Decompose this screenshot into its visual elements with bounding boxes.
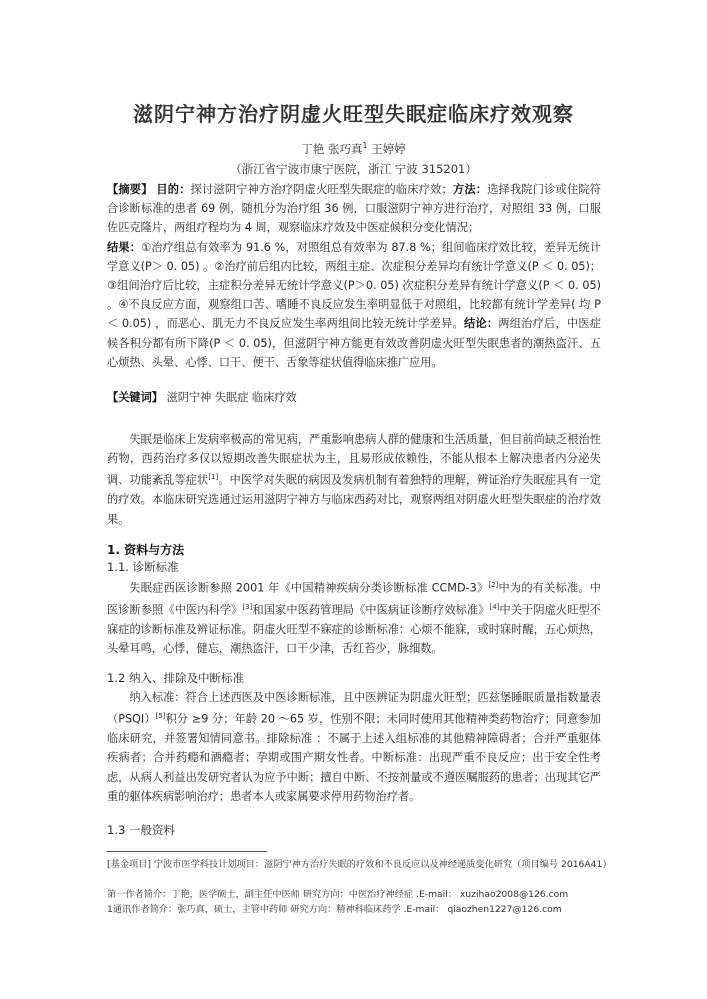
author-names: 丁艳 张巧真 (301, 142, 363, 156)
author-superscript: 1 (362, 141, 368, 151)
keywords-label: 【关键词】 (107, 391, 163, 404)
author-names-2: 王婷婷 (367, 142, 406, 156)
diag-text-c: 和国家中医药管理局《中医病证诊断疗效标准》 (252, 603, 490, 617)
intro-text-2: 。中医学对失眠的病因及发病机制有着独特的理解，辨证治疗失眠症具有一定的疗效。本临床研究选通过运用滋阴宁神方与临床西药对比，观察两组对阴虚火旺型失眠症的治疗效果。 (107, 474, 601, 526)
diagnosis-paragraph (107, 576, 601, 658)
affiliation: （浙江省宁波市康宁医院，浙江 宁波 315201） (230, 162, 477, 176)
method-text: 选择我院门诊或住院符合诊断标准的患者 69 例，随机分为治疗组 36 例，口服滋阴宁神方进行治疗，对照组 33 例，口服佐匹克隆片，两组疗程均为 4 周，观察临床疗效及中医症候积分变化情况； (107, 183, 601, 235)
keywords-text: 滋阴宁神 失眠症 临床疗效 (162, 391, 297, 404)
objective-text: 探讨滋阴宁神方治疗阴虚火旺型失眠症的临床疗效； (190, 183, 453, 196)
diag-ref-3: [3] (242, 602, 253, 611)
diag-text-d: 中关于阴虚火旺型不寐症的诊断标准及辨证标准。阴虚火旺型不寐症的诊断标准：心烦不能寐，或时寐时醒，五心烦热，头晕耳鸣，心悸，健忘，潮热盗汗，口干少津，舌红苔少，脉细数。 (107, 603, 601, 656)
footnote-corresponding-author: 1通讯作者简介：张巧真，硕士，主管中药师 研究方向：精神科临床药学 .E-mail： qiaozhen1227@126.com (107, 904, 562, 915)
incl-text-a: 纳入标准：符合上述西医及中医诊断标准，且中医辨证为阴虚火旺型；匹兹堡睡眠质量指数量表（PSQI） (107, 691, 601, 726)
paper-title: 滋阴宁神方治疗阴虚火旺型失眠症临床疗效观察 (133, 102, 574, 126)
keywords (107, 388, 601, 407)
footnote-funding: [基金项目] 宁波市医学科技计划项目：滋阴宁神方治疗失眠的疗效和不良反应以及神经递质变化研究（项目编号 2016A41） (107, 859, 612, 870)
introduction (107, 430, 601, 529)
result-label: 结果： (107, 240, 142, 254)
abstract (107, 180, 601, 372)
section-1-2-heading: 1.2 纳入、排除及中断标准 (107, 671, 244, 685)
diag-text-b: 中为的有关标准。中医诊断参照《中医内科学》 (107, 581, 601, 617)
incl-text-b: 积分 ≥9 分；年龄 20 ～65 岁，性别不限；未同时使用其他精神类药物治疗；同意参加临床研究，并签署知情同意书。排除标准 ：不属于上述入组标准的其他精神障碍者；合并严重躯体疾病者；合并药瘾和酒瘾者；孕期或围产期女性者。中断标准：出现严重不良反应；出于安全性考虑，从病人利益出发研究者认为应予中断；擅自中断、不按剂量或不遵医嘱服药的患者；出现其它严重的躯体疾病影响治疗；患者本人或家属要求停用药物治疗者。 (107, 712, 601, 803)
result-text: ①治疗组总有效率为 91.6 %，对照组总有效率为 87.8 %；组间临床疗效比较，差异无统计学意义(P＞ 0. 05) 。②治疗前后组内比较，两组主症、次症积分差异均有统计学意义(P ＜ 0. 05)；③组间治疗后比较，主症积分差异无统计学意义(P＞0. 05) 次症积分差异有统计学意义(P ＜ 0. 05) 。④不良反应方面，观察组口苦、嗜睡不良反应发生率明显低于对照组，比较都有统计学差异( 均 P ＜ 0.05) ，而恶心、肌无力不良反应发生率两组间比较无统计学差异。 (107, 240, 601, 331)
diag-ref-4: [4] (489, 602, 500, 611)
section-1-heading: 1. 资料与方法 (107, 543, 185, 557)
section-1-1-heading: 1.1. 诊断标准 (107, 560, 179, 574)
footnote-first-author: 第一作者简介：丁艳，医学硕士，副主任中医师 研究方向：中医治疗神经症 .E-mail： xuzihao2008@126.com (107, 889, 569, 900)
inclusion-paragraph (107, 688, 601, 806)
incl-ref-5: [5] (155, 712, 166, 721)
method-label: 方法： (452, 183, 488, 196)
author-line (0, 141, 707, 157)
footnote-divider (107, 851, 267, 852)
diag-ref-2: [2] (488, 581, 499, 589)
diag-text-a: 失眠症西医诊断参照 2001 年《中国精神疾病分类诊断标准 CCMD-3》 (129, 581, 489, 595)
conclusion-text: 两组治疗后，中医症候各积分都有所下降(P ＜ 0. 05)，但滋阴宁神方能更有效改善阴虚火旺型失眠患者的潮热盗汗、五心烦热、头晕、心悸、口干、便干、舌象等症状值得临床推广应用。 (107, 317, 601, 369)
section-1-3-heading: 1.3 一般资料 (107, 823, 175, 837)
conclusion-label: 结论： (463, 317, 499, 331)
objective-label: 目的： (156, 183, 191, 196)
intro-text: 失眠是临床上发病率极高的常见病，严重影响患病人群的健康和生活质量，但目前尚缺乏根治性药物，西药治疗多仅以短期改善失眠症状为主，且易形成依赖性，不能从根本上解决患者内分泌失调、功能紊乱等症状 (107, 433, 601, 488)
intro-ref: [1] (208, 473, 219, 482)
abstract-label: 【摘要】 (107, 183, 153, 196)
